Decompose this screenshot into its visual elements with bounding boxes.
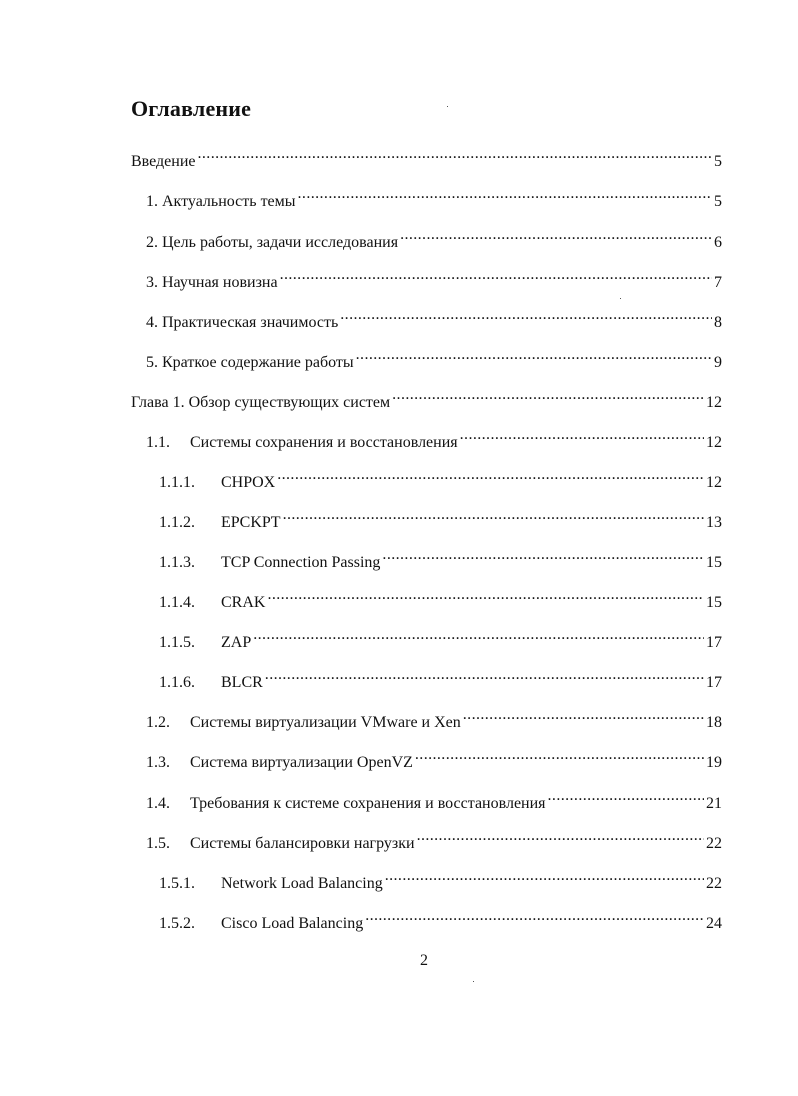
toc-entry-label: TCP Connection Passing (221, 554, 381, 571)
toc-entry-number: 1.1.4. (159, 594, 195, 611)
toc-entry-page: 6 (714, 234, 722, 251)
toc-entry-label: 5. Краткое содержание работы (146, 354, 354, 371)
toc-entry-1-1-5 (159, 623, 722, 651)
dot-leader (298, 182, 712, 206)
toc-entry-introduction (131, 142, 722, 170)
dot-leader (460, 423, 704, 447)
toc-entry-1-5 (146, 824, 722, 852)
toc-entry-relevance (146, 182, 722, 210)
toc-entry-page: 15 (706, 554, 722, 571)
toc-entry-number: 1.4. (146, 795, 170, 812)
toc-entry-1-1-6 (159, 663, 722, 691)
dot-leader (463, 703, 704, 727)
toc-entry-label: CHPOX (221, 474, 276, 491)
toc-entry-label: 1. Актуальность темы (146, 193, 296, 210)
toc-entry-label: Network Load Balancing (221, 875, 383, 892)
toc-entry-number: 1.1.3. (159, 554, 195, 571)
toc-entry-page: 8 (714, 314, 722, 331)
scan-speck (447, 106, 448, 107)
toc-entry-label: BLCR (221, 674, 263, 691)
toc-entry-label: Требования к системе сохранения и восстановления (190, 795, 546, 812)
dot-leader (415, 743, 704, 767)
scan-speck (620, 298, 621, 299)
dot-leader (392, 383, 704, 407)
toc-entry-page: 12 (706, 474, 722, 491)
dot-leader (548, 784, 704, 808)
toc-entry-significance (146, 303, 722, 331)
toc-entry-page: 5 (714, 193, 722, 210)
toc-entry-label: EPCKPT (221, 514, 281, 531)
toc-entry-number: 1.5.1. (159, 875, 195, 892)
toc-entry-summary (146, 343, 722, 371)
dot-leader (382, 543, 704, 567)
toc-entry-label: 2. Цель работы, задачи исследования (146, 234, 399, 251)
toc-entry-page: 12 (706, 394, 722, 411)
toc-entry-page: 21 (706, 795, 722, 812)
toc-entry-label: 3. Научная новизна (146, 274, 278, 291)
toc-entry-label: Системы балансировки нагрузки (190, 835, 415, 852)
toc-entry-label: Системы виртуализации VMware и Xen (190, 714, 461, 731)
toc-entry-number: 1.3. (146, 754, 170, 771)
toc-entry-number: 1.2. (146, 714, 170, 731)
toc-entry-goals (146, 223, 722, 251)
toc-entry-1-3 (146, 743, 722, 771)
toc-entry-page: 24 (706, 915, 722, 932)
toc-entry-1-1-2 (159, 503, 722, 531)
toc-entry-number: 1.1.1. (159, 474, 195, 491)
toc-entry-label: Введение (131, 153, 196, 170)
toc-entry-chapter-1 (131, 383, 722, 411)
dot-leader (267, 583, 704, 607)
toc-entry-1-1-3 (159, 543, 722, 571)
toc-entry-1-1 (146, 423, 722, 451)
toc-entry-1-5-1 (159, 864, 722, 892)
dot-leader (400, 223, 712, 247)
dot-leader (280, 263, 712, 287)
dot-leader (198, 142, 713, 166)
toc-entry-page: 18 (706, 714, 722, 731)
page-title: Оглавление (131, 96, 252, 121)
toc-entry-page: 13 (706, 514, 722, 531)
toc-entry-label: ZAP (221, 634, 252, 651)
toc-entry-number: 1.1.2. (159, 514, 195, 531)
toc-entry-number: 1.1.6. (159, 674, 195, 691)
toc-entry-number: 1.5. (146, 835, 170, 852)
toc-entry-page: 12 (706, 434, 722, 451)
toc-entry-novelty (146, 263, 722, 291)
dot-leader (356, 343, 712, 367)
dot-leader (365, 904, 704, 928)
dot-leader (283, 503, 704, 527)
toc-entry-page: 22 (706, 835, 722, 852)
dot-leader (277, 463, 704, 487)
dot-leader (253, 623, 704, 647)
scan-speck (473, 981, 474, 982)
toc-entry-label: Системы сохранения и восстановления (190, 434, 458, 451)
toc-entry-label: CRAK (221, 594, 266, 611)
dot-leader (265, 663, 704, 687)
toc-entry-page: 15 (706, 594, 722, 611)
page-number-footer: 2 (420, 952, 428, 969)
dot-leader (385, 864, 704, 888)
toc-entry-page: 22 (706, 875, 722, 892)
toc-entry-1-1-1 (159, 463, 722, 491)
toc-entry-page: 9 (714, 354, 722, 371)
toc-entry-label: Cisco Load Balancing (221, 915, 364, 932)
toc-entry-page: 7 (714, 274, 722, 291)
toc-entry-page: 17 (706, 674, 722, 691)
toc-entry-1-1-4 (159, 583, 722, 611)
toc-entry-number: 1.1. (146, 434, 170, 451)
toc-entry-page: 17 (706, 634, 722, 651)
toc-entry-label: Глава 1. Обзор существующих систем (131, 394, 391, 411)
toc-entry-label: 4. Практическая значимость (146, 314, 339, 331)
toc-entry-1-5-2 (159, 904, 722, 932)
dot-leader (340, 303, 712, 327)
dot-leader (417, 824, 704, 848)
toc-entry-1-2 (146, 703, 722, 731)
toc-entry-1-4 (146, 784, 722, 812)
toc-entry-page: 5 (714, 153, 722, 170)
toc-entry-number: 1.5.2. (159, 915, 195, 932)
toc-entry-number: 1.1.5. (159, 634, 195, 651)
toc-entry-page: 19 (706, 754, 722, 771)
toc-entry-label: Система виртуализации OpenVZ (190, 754, 413, 771)
